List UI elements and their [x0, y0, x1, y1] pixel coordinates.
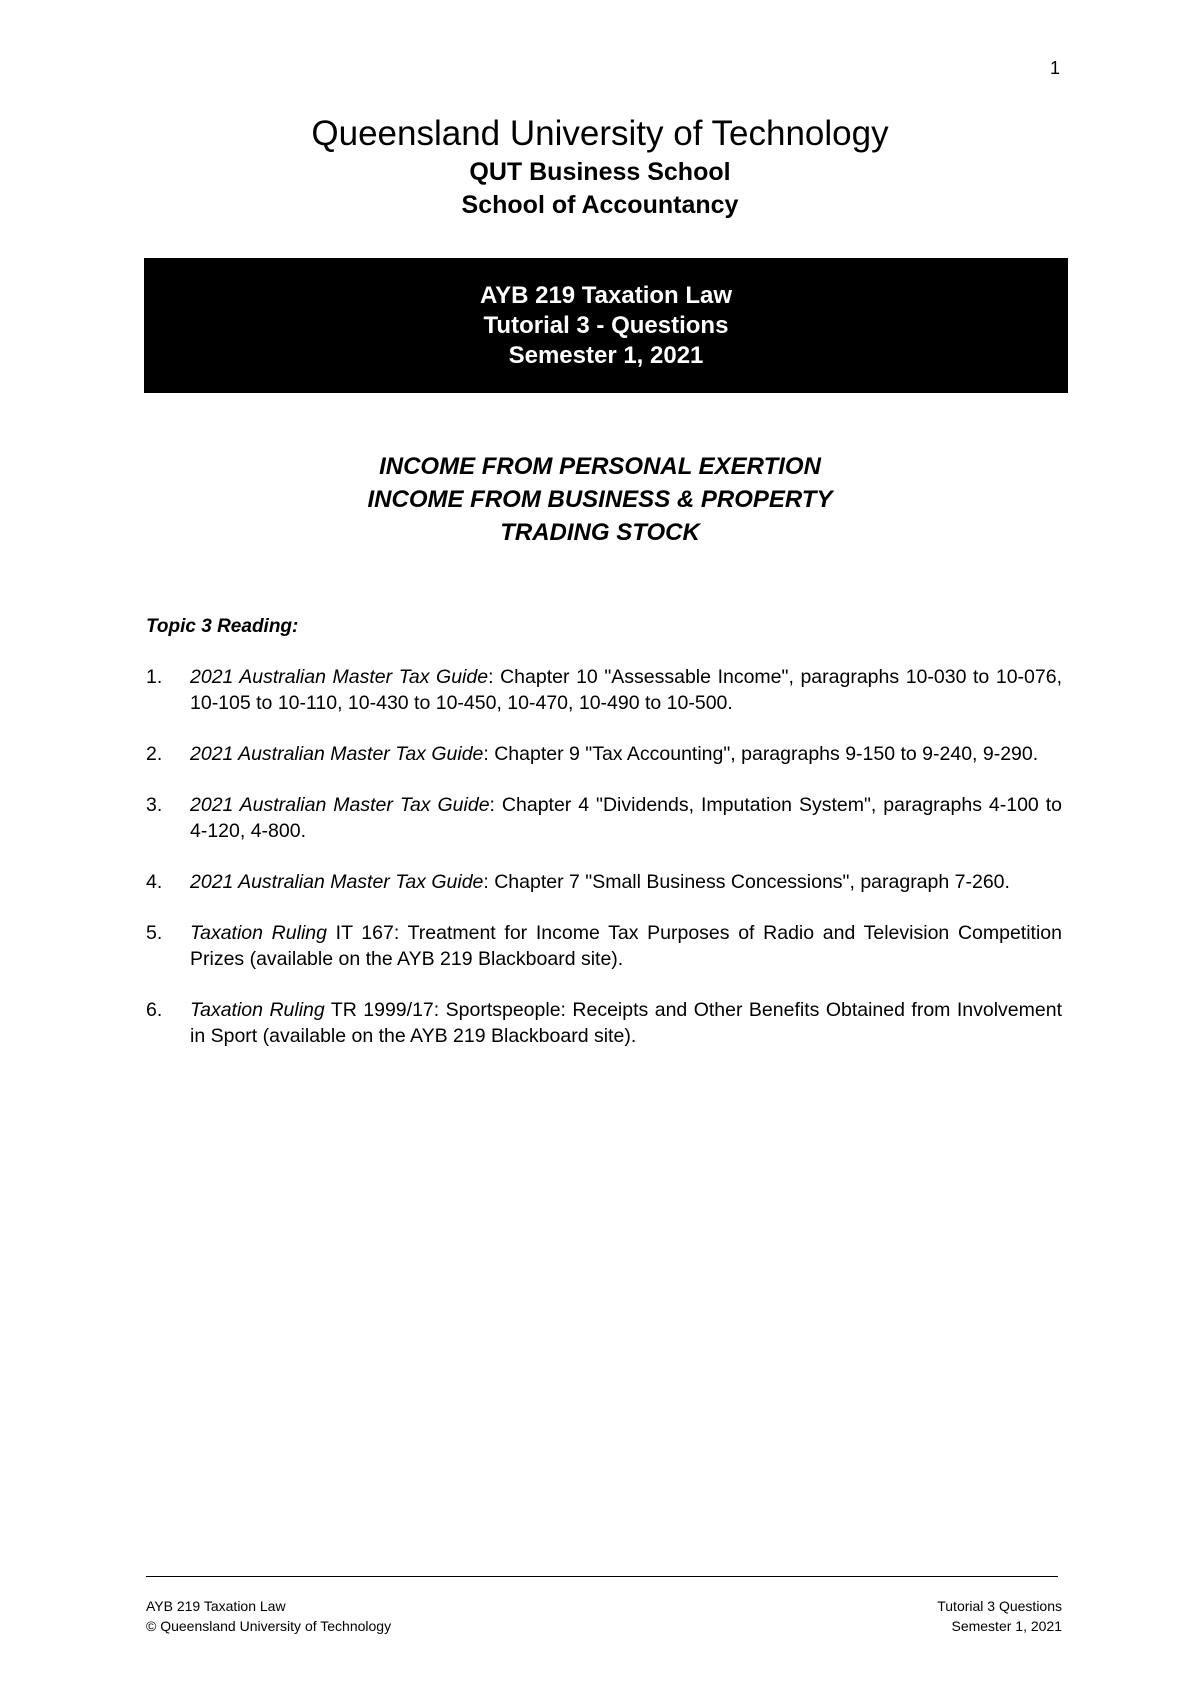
reading-item — [146, 664, 1062, 716]
reading-item — [146, 869, 1062, 895]
reading-text: : Chapter 7 "Small Business Concessions", paragraph 7-260. — [483, 871, 1010, 893]
reading-text: : Chapter 4 "Dividends, Imputation System", paragraphs 4-100 to 4-120, 4-800. — [190, 794, 1062, 842]
reading-source: 2021 Australian Master Tax Guide — [190, 743, 484, 765]
reading-source: 2021 Australian Master Tax Guide — [190, 871, 484, 893]
reading-item — [146, 741, 1062, 767]
reading-text: IT 167: Treatment for Income Tax Purposes of Radio and Television Competition Prizes (available on the AYB 219 Blackboard site). — [190, 922, 1062, 970]
reading-text: TR 1999/17: Sportspeople: Receipts and Other Benefits Obtained from Involvement in Sport (available on the AYB 219 Blackboard site). — [190, 999, 1062, 1047]
reading-text: : Chapter 10 "Assessable Income", paragraphs 10-030 to 10-076, 10-105 to 10-110, 10-430 to 10-450, 10-470, 10-490 to 10-500. — [190, 666, 1062, 714]
title-banner — [144, 258, 1068, 393]
footer-course: AYB 219 Taxation Law — [146, 1598, 286, 1614]
university-name: Queensland University of Technology — [311, 114, 889, 153]
reading-heading: Topic 3 Reading: — [146, 616, 299, 637]
course-title: AYB 219 Taxation Law — [479, 281, 733, 309]
reading-item — [146, 920, 1062, 972]
school-name: QUT Business School — [469, 158, 731, 186]
reading-list — [146, 664, 1062, 1074]
footer-right — [937, 1596, 1062, 1636]
item-number: 1. — [146, 666, 163, 688]
document-header — [0, 112, 1200, 222]
topic-titles — [0, 450, 1200, 549]
reading-text: : Chapter 9 "Tax Accounting", paragraphs 9-150 to 9-240, 9-290. — [483, 743, 1039, 765]
topic-title: INCOME FROM BUSINESS & PROPERTY — [367, 486, 833, 513]
topic-title: TRADING STOCK — [500, 519, 700, 546]
footer-divider — [146, 1576, 1058, 1577]
reading-source: Taxation Ruling — [190, 999, 325, 1021]
reading-source: Taxation Ruling — [190, 922, 327, 944]
footer-left — [146, 1596, 391, 1636]
page-number: 1 — [1049, 58, 1060, 78]
department-name: School of Accountancy — [461, 191, 739, 219]
item-number: 3. — [146, 794, 163, 816]
footer-semester: Semester 1, 2021 — [951, 1618, 1062, 1634]
item-number: 5. — [146, 922, 163, 944]
item-number: 6. — [146, 999, 163, 1021]
footer-copyright: © Queensland University of Technology — [146, 1618, 392, 1634]
semester-title: Semester 1, 2021 — [508, 341, 704, 369]
reading-source: 2021 Australian Master Tax Guide — [190, 666, 489, 688]
item-number: 4. — [146, 871, 163, 893]
reading-item — [146, 792, 1062, 844]
topic-title: INCOME FROM PERSONAL EXERTION — [379, 453, 821, 480]
tutorial-title: Tutorial 3 - Questions — [483, 311, 729, 339]
reading-source: 2021 Australian Master Tax Guide — [190, 794, 490, 816]
footer-tutorial: Tutorial 3 Questions — [937, 1598, 1062, 1614]
item-number: 2. — [146, 743, 163, 765]
reading-item — [146, 997, 1062, 1049]
